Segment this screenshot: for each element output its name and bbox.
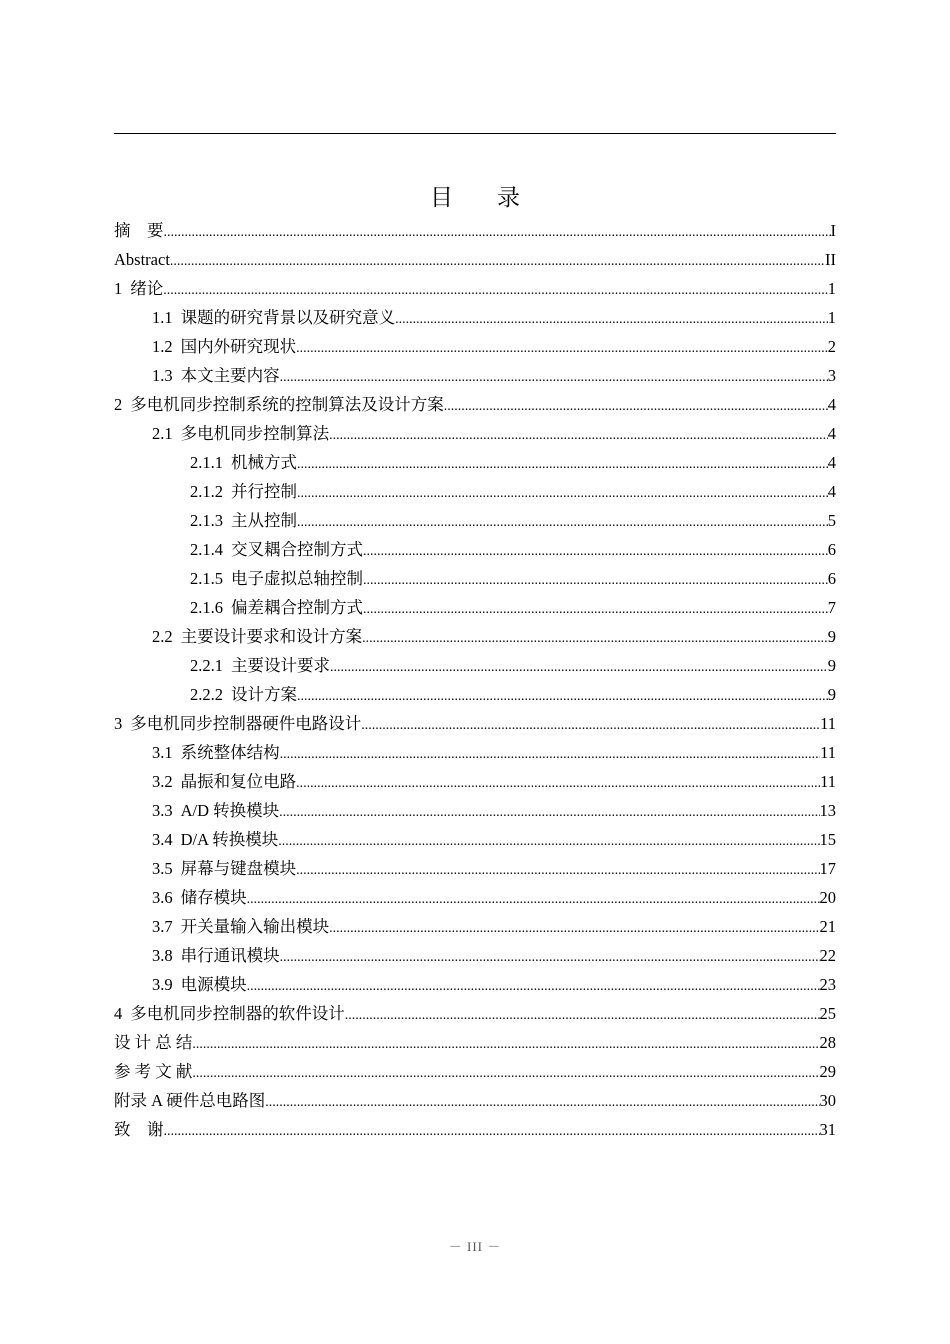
toc-entry-label [152,622,362,651]
toc-entry-page: II [825,250,836,269]
dot-leader [163,276,828,305]
toc-entry-text: 偏差耦合控制方式 [231,598,363,617]
toc-entry-number: 2.1.6 [190,598,223,617]
toc-entry-page: 7 [827,598,836,617]
toc-entry-page: 9 [827,685,836,704]
toc-entry-number: 3 [114,714,123,733]
toc-entry-label [190,535,363,564]
toc-entry-page: I [830,221,836,240]
dot-leader [164,1117,820,1146]
toc-entry-label [152,970,247,999]
dot-leader [329,914,819,943]
toc-entry-label [190,680,297,709]
toc-entry[interactable] [114,1028,836,1057]
toc-entry-label [152,767,296,796]
toc-entry-label [190,651,330,680]
toc-entry-page: 11 [820,714,836,733]
toc-entry-text: 国内外研究现状 [180,337,297,356]
dot-leader [363,537,828,566]
toc-entry[interactable] [114,332,836,361]
toc-entry-label [114,216,164,245]
toc-entry-number: 1 [114,279,123,298]
dot-leader [444,392,828,421]
toc-entry-text: 致 谢 [114,1120,164,1139]
toc-entry-page: 25 [819,1004,836,1023]
dot-leader [280,363,828,392]
toc-entry-text: 电子虚拟总轴控制 [231,569,363,588]
toc-entry-text: 多电机同步控制算法 [180,424,330,443]
toc-entry-text: 附录 A 硬件总电路图 [114,1091,266,1110]
toc-entry-label [114,274,163,303]
toc-entry[interactable] [114,999,836,1028]
toc-entry-label [152,883,247,912]
toc-entry[interactable] [114,419,836,448]
toc-entry-page: 29 [819,1062,836,1081]
toc-entry-label [114,709,361,738]
toc-entry-number: 3.6 [152,888,173,907]
toc-entry-page: 11 [820,772,836,791]
dot-leader [297,508,828,537]
toc-entry-page: 2 [827,337,836,356]
title-char-1: 目 [430,185,453,211]
toc-entry-text: 交叉耦合控制方式 [231,540,363,559]
toc-entry-page: 31 [819,1120,836,1139]
toc-entry-text: 多电机同步控制器硬件电路设计 [130,714,362,733]
toc-entry-text: 晶振和复位电路 [180,772,297,791]
toc-entry-number: 2.2.1 [190,656,223,675]
toc-entry-number: 2 [114,395,123,414]
dot-leader [296,856,819,885]
toc-entry-page: 21 [819,917,836,936]
toc-entry[interactable] [114,854,836,883]
toc-entry[interactable] [114,796,836,825]
toc-entry-number: 3.5 [152,859,173,878]
toc-entry-text: 设计方案 [231,685,297,704]
dot-leader [297,682,828,711]
dot-leader [280,943,820,972]
toc-entry-number: 2.2 [152,627,173,646]
dot-leader [170,247,825,276]
toc-entry[interactable] [114,970,836,999]
toc-entry-page: 22 [819,946,836,965]
toc-entry-number: 3.9 [152,975,173,994]
toc-entry-text: 设 计 总 结 [114,1033,193,1052]
dot-leader [265,1088,819,1117]
toc-entry[interactable] [114,738,836,767]
table-of-contents [114,216,836,1144]
toc-entry-page: 4 [827,482,836,501]
toc-entry-page: 23 [819,975,836,994]
toc-entry-text: 参 考 文 献 [114,1062,193,1081]
toc-entry-text: 课题的研究背景以及研究意义 [180,308,396,327]
toc-entry-number: 3.3 [152,801,173,820]
toc-entry[interactable] [114,477,836,506]
toc-entry-text: 并行控制 [231,482,297,501]
toc-entry-label [152,361,280,390]
toc-entry-label [152,332,296,361]
toc-entry-number: 1.1 [152,308,173,327]
toc-entry-text: 屏幕与键盘模块 [180,859,297,878]
toc-entry-number: 1.3 [152,366,173,385]
toc-entry-page: 4 [827,424,836,443]
toc-entry-number: 4 [114,1004,123,1023]
toc-entry-number: 3.4 [152,830,173,849]
toc-entry-text: 本文主要内容 [180,366,280,385]
toc-entry-page: 30 [819,1091,836,1110]
toc-entry-text: 多电机同步控制系统的控制算法及设计方案 [130,395,444,414]
dot-leader [362,624,828,653]
toc-entry-page: 3 [827,366,836,385]
header-rule [114,133,836,134]
toc-entry[interactable] [114,883,836,912]
toc-entry[interactable] [114,680,836,709]
dot-leader [247,885,820,914]
toc-entry[interactable] [114,825,836,854]
toc-entry[interactable] [114,448,836,477]
toc-entry[interactable] [114,564,836,593]
toc-entry-label [114,245,170,274]
toc-entry-page: 9 [827,656,836,675]
toc-entry-page: 1 [827,308,836,327]
dot-leader [280,740,820,769]
toc-entry-label [114,1115,164,1144]
toc-entry-page: 11 [820,743,836,762]
dot-leader [164,218,831,247]
toc-entry-label [152,419,329,448]
toc-entry[interactable] [114,912,836,941]
title-char-2: 录 [497,185,520,211]
toc-entry-number: 3.8 [152,946,173,965]
toc-entry-label [190,506,297,535]
toc-entry[interactable] [114,941,836,970]
toc-entry[interactable] [114,1086,836,1115]
dot-leader [330,653,828,682]
toc-entry-number: 2.1.3 [190,511,223,530]
dot-leader [329,421,828,450]
toc-entry[interactable] [114,622,836,651]
toc-entry-label [190,593,363,622]
toc-entry-page: 17 [819,859,836,878]
toc-entry[interactable] [114,535,836,564]
toc-entry-label [152,941,280,970]
dot-leader [345,1001,820,1030]
toc-entry-label [114,1028,192,1057]
toc-entry-page: 4 [827,453,836,472]
toc-entry-page: 28 [819,1033,836,1052]
dot-leader [297,479,828,508]
toc-entry-label [152,825,278,854]
toc-entry-number: 2.1.1 [190,453,223,472]
toc-entry-label [114,390,444,419]
toc-entry[interactable] [114,245,836,274]
dot-leader [297,450,828,479]
toc-entry-text: 主从控制 [231,511,297,530]
toc-entry-page: 1 [827,279,836,298]
toc-entry-number: 2.1.2 [190,482,223,501]
toc-entry[interactable] [114,1115,836,1144]
toc-entry-text: 绪论 [130,279,164,298]
toc-entry-page: 20 [819,888,836,907]
toc-entry-text: 串行通讯模块 [180,946,280,965]
dot-leader [361,711,820,740]
toc-entry[interactable] [114,593,836,622]
toc-entry-label [190,564,363,593]
toc-entry-text: 储存模块 [180,888,247,907]
dot-leader [192,1030,819,1059]
dot-leader [192,1059,819,1088]
toc-entry[interactable] [114,767,836,796]
toc-entry-number: 2.1.4 [190,540,223,559]
toc-entry-label [152,912,329,941]
toc-entry-number: 3.1 [152,743,173,762]
toc-entry[interactable] [114,390,836,419]
dot-leader [395,305,828,334]
toc-entry-label [114,1057,192,1086]
toc-entry-text: 主要设计要求和设计方案 [180,627,363,646]
toc-entry-text: D/A 转换模块 [180,830,279,849]
toc-entry-text: 电源模块 [180,975,247,994]
toc-entry[interactable] [114,274,836,303]
dot-leader [278,827,819,856]
toc-entry[interactable] [114,506,836,535]
toc-entry-page: 6 [827,540,836,559]
toc-entry-number: 3.2 [152,772,173,791]
toc-entry-text: 多电机同步控制器的软件设计 [130,1004,345,1023]
toc-entry-label [114,1086,265,1115]
toc-entry-text: 系统整体结构 [180,743,280,762]
dot-leader [279,798,819,827]
dot-leader [363,566,828,595]
page-number-footer: － III － [448,1239,502,1254]
toc-entry-label [190,448,297,477]
page-title [0,183,950,213]
dot-leader [247,972,820,1001]
toc-entry[interactable] [114,1057,836,1086]
toc-entry-label [190,477,297,506]
toc-entry-label [152,854,296,883]
toc-entry-label [152,796,279,825]
toc-entry-number: 1.2 [152,337,173,356]
toc-entry-text: A/D 转换模块 [180,801,280,820]
toc-entry-text: Abstract [114,250,170,269]
toc-entry-page: 5 [827,511,836,530]
toc-entry-number: 2.1.5 [190,569,223,588]
toc-entry[interactable] [114,651,836,680]
toc-entry-page: 4 [827,395,836,414]
toc-entry-page: 6 [827,569,836,588]
toc-entry-number: 2.1 [152,424,173,443]
toc-entry-label [152,303,395,332]
toc-entry-text: 摘 要 [114,221,164,240]
dot-leader [296,334,828,363]
toc-entry[interactable] [114,216,836,245]
toc-entry-page: 9 [827,627,836,646]
toc-entry-number: 3.7 [152,917,173,936]
toc-entry-text: 主要设计要求 [231,656,330,675]
toc-entry-text: 机械方式 [231,453,297,472]
toc-entry-number: 2.2.2 [190,685,223,704]
toc-entry-text: 开关量输入输出模块 [180,917,330,936]
toc-entry[interactable] [114,361,836,390]
toc-entry-label [114,999,345,1028]
toc-entry-page: 15 [819,830,836,849]
toc-entry-page: 13 [819,801,836,820]
toc-entry[interactable] [114,709,836,738]
dot-leader [363,595,828,624]
dot-leader [296,769,820,798]
toc-entry[interactable] [114,303,836,332]
toc-entry-label [152,738,280,767]
